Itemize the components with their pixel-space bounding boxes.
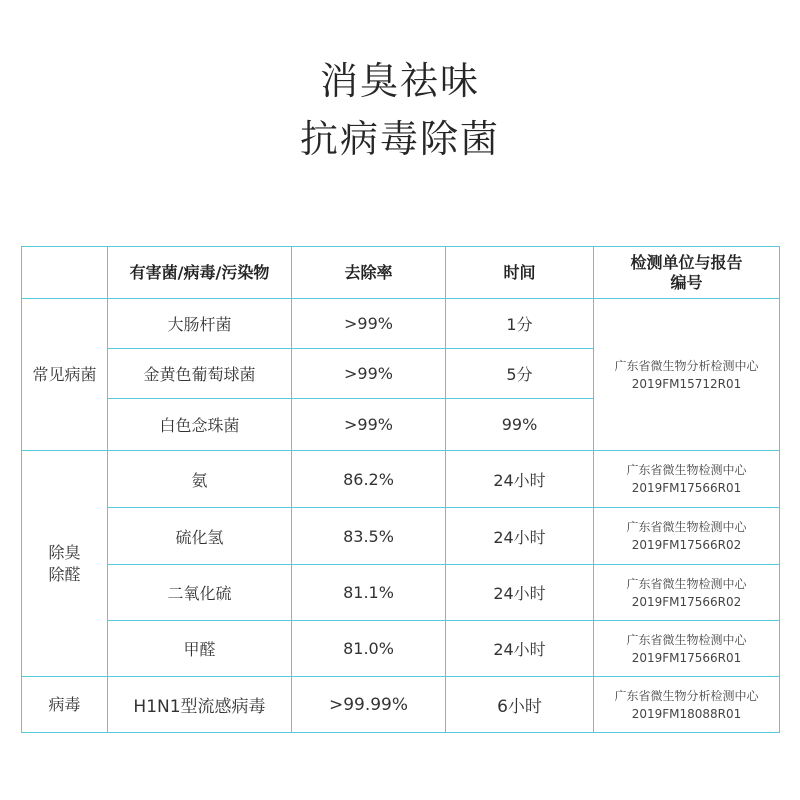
item-cell: 二氧化硫	[108, 565, 292, 621]
header-report-line2: 编号	[670, 272, 703, 292]
time-cell: 24小时	[446, 508, 594, 565]
table-row	[22, 299, 780, 349]
rate-cell: >99%	[292, 399, 446, 451]
item-cell: 白色念珠菌	[108, 399, 292, 451]
time-cell: 99%	[446, 399, 594, 451]
rate-cell: >99%	[292, 349, 446, 399]
item-cell: 硫化氢	[108, 508, 292, 565]
report-cell: 广东省微生物检测中心 2019FM17566R02	[594, 565, 780, 621]
rate-cell: >99.99%	[292, 677, 446, 733]
header-item: 有害菌/病毒/污染物	[108, 247, 292, 299]
page-title-line2: 抗病毒除菌	[299, 117, 500, 161]
rate-cell: >99%	[292, 299, 446, 349]
table-row	[22, 621, 780, 677]
header-report	[594, 247, 780, 299]
table-row	[22, 451, 780, 508]
time-cell: 1分	[446, 299, 594, 349]
item-cell: 大肠杆菌	[108, 299, 292, 349]
group-label-deodorize: 除臭 除醛	[22, 451, 108, 677]
time-cell: 6小时	[446, 677, 594, 733]
rate-cell: 81.0%	[292, 621, 446, 677]
item-cell: 金黄色葡萄球菌	[108, 349, 292, 399]
time-cell: 5分	[446, 349, 594, 399]
report-cell: 广东省微生物分析检测中心 2019FM15712R01	[594, 299, 780, 451]
header-removal-rate: 去除率	[292, 247, 446, 299]
header-category	[22, 247, 108, 299]
report-cell: 广东省微生物检测中心 2019FM17566R01	[594, 621, 780, 677]
table-row	[22, 508, 780, 565]
header-report-line1: 检测单位与报告	[630, 252, 743, 272]
item-cell: 氨	[108, 451, 292, 508]
table-header-row	[22, 247, 780, 299]
report-cell: 广东省微生物检测中心 2019FM17566R01	[594, 451, 780, 508]
rate-cell: 81.1%	[292, 565, 446, 621]
page-title-line1: 消臭祛味	[319, 59, 480, 103]
rate-cell: 83.5%	[292, 508, 446, 565]
group-label-virus: 病毒	[22, 677, 108, 733]
header-time: 时间	[446, 247, 594, 299]
test-results-table	[21, 246, 780, 733]
time-cell: 24小时	[446, 621, 594, 677]
report-cell: 广东省微生物检测中心 2019FM17566R02	[594, 508, 780, 565]
item-cell: H1N1型流感病毒	[108, 677, 292, 733]
time-cell: 24小时	[446, 565, 594, 621]
time-cell: 24小时	[446, 451, 594, 508]
group-label-common-bacteria: 常见病菌	[22, 299, 108, 451]
report-cell: 广东省微生物分析检测中心 2019FM18088R01	[594, 677, 780, 733]
table-row	[22, 677, 780, 733]
table-row	[22, 565, 780, 621]
item-cell: 甲醛	[108, 621, 292, 677]
rate-cell: 86.2%	[292, 451, 446, 508]
